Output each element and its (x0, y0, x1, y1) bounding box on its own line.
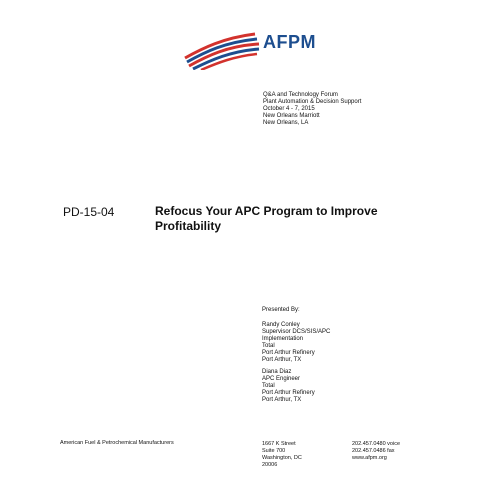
forum-line: October 4 - 7, 2015 (263, 106, 315, 112)
presenter-line: Supervisor DCS/SIS/APC (262, 329, 331, 335)
presenter-line: Implementation (262, 336, 304, 342)
contact-line: 202.457.0486 fax (352, 448, 395, 454)
address-line: 1667 K Street (262, 441, 296, 447)
presenter-line: Total (262, 343, 275, 349)
address-line: Suite 700 (262, 448, 286, 454)
presenter-line: Randy Conley (262, 322, 300, 328)
forum-info (263, 92, 361, 127)
presenter-line: Port Arthur, TX (262, 357, 302, 363)
presenter-block (262, 322, 330, 364)
address-line: Washington, DC (262, 455, 302, 461)
logo-text: AFPM (263, 32, 316, 52)
presented-by-label: Presented By: (262, 307, 300, 313)
document-id: PD-15-04 (63, 205, 115, 219)
presenter-line: Total (262, 383, 275, 389)
presenter-line: Port Arthur, TX (262, 397, 302, 403)
forum-line: Plant Automation & Decision Support (263, 99, 362, 105)
forum-line: New Orleans Marriott (263, 113, 320, 119)
footer-contact (352, 441, 400, 462)
footer-address (262, 441, 302, 469)
presenter-line: Port Arthur Refinery (262, 350, 315, 356)
forum-line: New Orleans, LA (263, 120, 309, 126)
footer-organization: American Fuel & Petrochemical Manufacturers (60, 440, 174, 446)
document-title: Refocus Your APC Program to Improve Profitability (155, 204, 378, 233)
contact-link[interactable]: www.afpm.org (352, 455, 387, 461)
contact-line: 202.457.0480 voice (352, 441, 401, 447)
forum-line: Q&A and Technology Forum (263, 92, 338, 98)
presenter-line: Port Arthur Refinery (262, 390, 315, 396)
address-line: 20006 (262, 462, 278, 468)
presenter-line: Diana Diaz (262, 369, 292, 375)
presenter-block (262, 369, 315, 404)
flag-swoosh-icon (183, 28, 263, 70)
presenter-line: APC Engineer (262, 376, 301, 382)
